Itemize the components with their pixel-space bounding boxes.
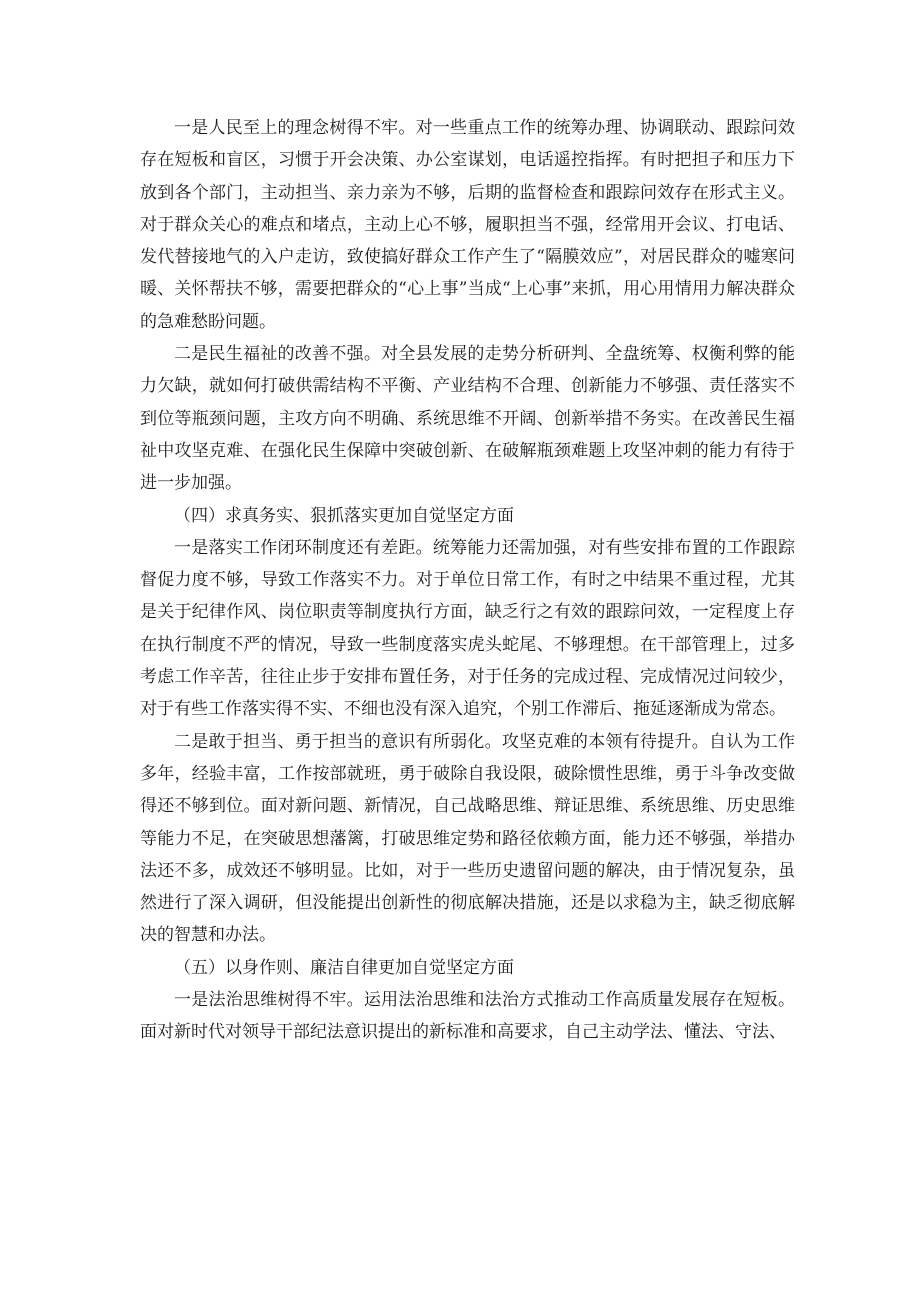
paragraph-responsibility: 二是敢于担当、勇于担当的意识有所弱化。攻坚克难的本领有待提升。自认为工作多年，经验丰富，工作按部就班，勇于破除自我设限，破除惯性思维，勇于斗争改变做得还不够到位。面对新问题、新情况，自己战略思维、辩证思维、系统思维、历史思维等能力不足，在突破思想藩篱，打破思维定势和路径依赖方面，能力还不够强，举措办法还不多，成效还不够明显。比如，对于一些历史遗留问题的解决，由于情况复杂，虽然进行了深入调研，但没能提出创新性的彻底解决措施，还是以求稳为主，缺乏彻底解决的智慧和办法。	[140, 731, 795, 946]
paragraph-livelihood: 二是民生福祉的改善不强。对全县发展的走势分析研判、全盘统筹、权衡利弊的能力欠缺，就如何打破供需结构不平衡、产业结构不合理、创新能力不够强、责任落实不到位等瓶颈问题，主攻方向不明确、系统思维不开阔、创新举措不务实。在改善民生福祉中攻坚克难、在强化民生保障中突破创新、在破解瓶颈难题上攻坚冲刺的能力有待于进一步加强。	[140, 344, 795, 494]
section-heading-5: （五）以身作则、廉洁自律更加自觉坚定方面	[174, 957, 514, 978]
section-heading-4: （四）求真务实、狠抓落实更加自觉坚定方面	[174, 505, 514, 526]
paragraph-people-first: 一是人民至上的理念树得不牢。对一些重点工作的统筹办理、协调联动、跟踪问效存在短板和盲区，习惯于开会决策、办公室谋划，电话遥控指挥。有时把担子和压力下放到各个部门，主动担当、亲力亲为不够，后期的监督检查和跟踪问效存在形式主义。对于群众关心的难点和堵点，主动上心不够，履职担当不强，经常用开会议、打电话、发代替接地气的入户走访，致使搞好群众工作产生了“隔膜效应”，对居民群众的嘘寒问暖、关怀帮扶不够，需要把群众的“心上事”当成“上心事”来抓，用心用情用力解决群众的急难愁盼问题。	[140, 118, 795, 332]
paragraph-closed-loop: 一是落实工作闭环制度还有差距。统筹能力还需加强，对有些安排布置的工作跟踪督促力度不够，导致工作落实不力。对于单位日常工作，有时之中结果不重过程，尤其是关于纪律作风、岗位职责等制度执行方面，缺乏行之有效的跟踪问效，一定程度上存在执行制度不严的情况，导致一些制度落实虎头蛇尾、不够理想。在干部管理上，过多考虑工作辛苦，往往止步于安排布置任务，对于任务的完成过程、完成情况过问较少，对于有些工作落实得不实、不细也没有深入追究，个别工作滞后、拖延逐渐成为常态。	[140, 537, 795, 720]
paragraph-rule-of-law: 一是法治思维树得不牢。运用法治思维和法治方式推动工作高质量发展存在短板。面对新时代对领导干部纪法意识提出的新标准和高要求，自己主动学法、懂法、守法、	[140, 990, 795, 1043]
document-body	[140, 112, 795, 1049]
